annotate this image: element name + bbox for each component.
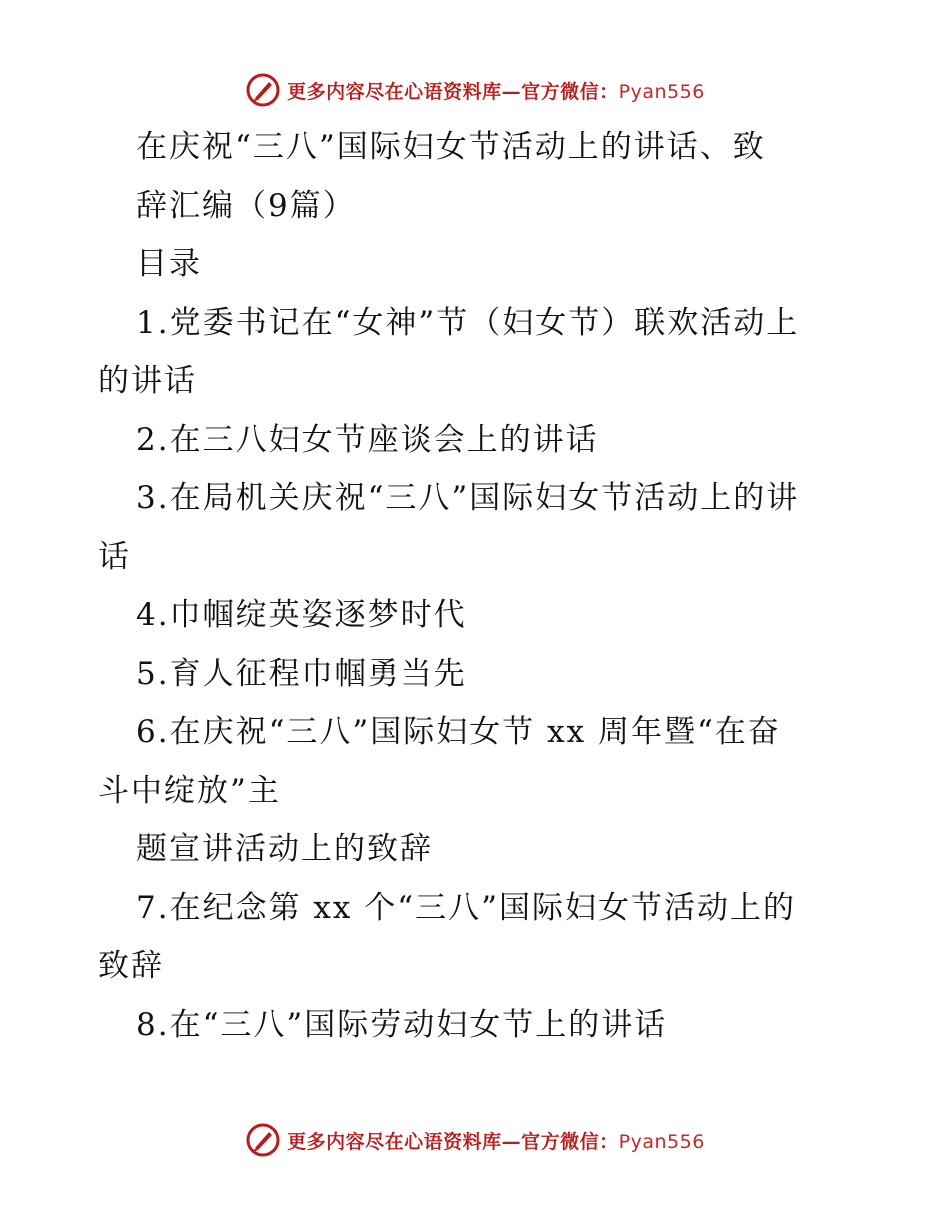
toc-item-7: 7.在纪念第 xx 个“三八”国际妇女节活动上的 [136, 889, 796, 926]
quill-logo-icon [245, 1122, 281, 1158]
watermark-text [287, 1127, 705, 1154]
toc-item-8: 8.在“三八”国际劳动妇女节上的讲话 [136, 1006, 668, 1043]
toc-item-5: 5.育人征程巾帼勇当先 [136, 655, 467, 692]
document-title-cont: 辞汇编（9篇） [136, 187, 356, 224]
header-watermark [0, 70, 950, 110]
toc-item-6-cont2: 题宣讲活动上的致辞 [136, 831, 433, 867]
quill-logo-icon [245, 72, 281, 108]
watermark-cn: 更多内容尽在心语资料库—官方微信： [287, 1130, 619, 1153]
footer-watermark [0, 1120, 950, 1160]
toc-item-3-cont: 话 [98, 538, 131, 575]
watermark-cn: 更多内容尽在心语资料库—官方微信： [287, 80, 619, 103]
toc-item-6: 6.在庆祝“三八”国际妇女节 xx 周年暨“在奋 [136, 714, 781, 750]
watermark-wechat-id: Pyan556 [618, 1130, 705, 1153]
document-body [98, 118, 858, 1054]
watermark-text [287, 77, 705, 104]
toc-item-1: 1.党委书记在“女神”节（妇女节）联欢活动上 [136, 304, 800, 341]
toc-item-2: 2.在三八妇女节座谈会上的讲话 [136, 421, 599, 458]
toc-item-1-cont: 的讲话 [98, 363, 197, 399]
toc-item-4: 4.巾帼绽英姿逐梦时代 [136, 597, 467, 633]
document-title: 在庆祝“三八”国际妇女节活动上的讲话、致 [136, 129, 766, 165]
toc-heading: 目录 [136, 246, 202, 282]
watermark-wechat-id: Pyan556 [618, 80, 705, 103]
toc-item-3: 3.在局机关庆祝“三八”国际妇女节活动上的讲 [136, 480, 800, 516]
toc-item-6-cont: 斗中绽放”主 [98, 772, 281, 809]
toc-item-7-cont: 致辞 [98, 948, 164, 984]
